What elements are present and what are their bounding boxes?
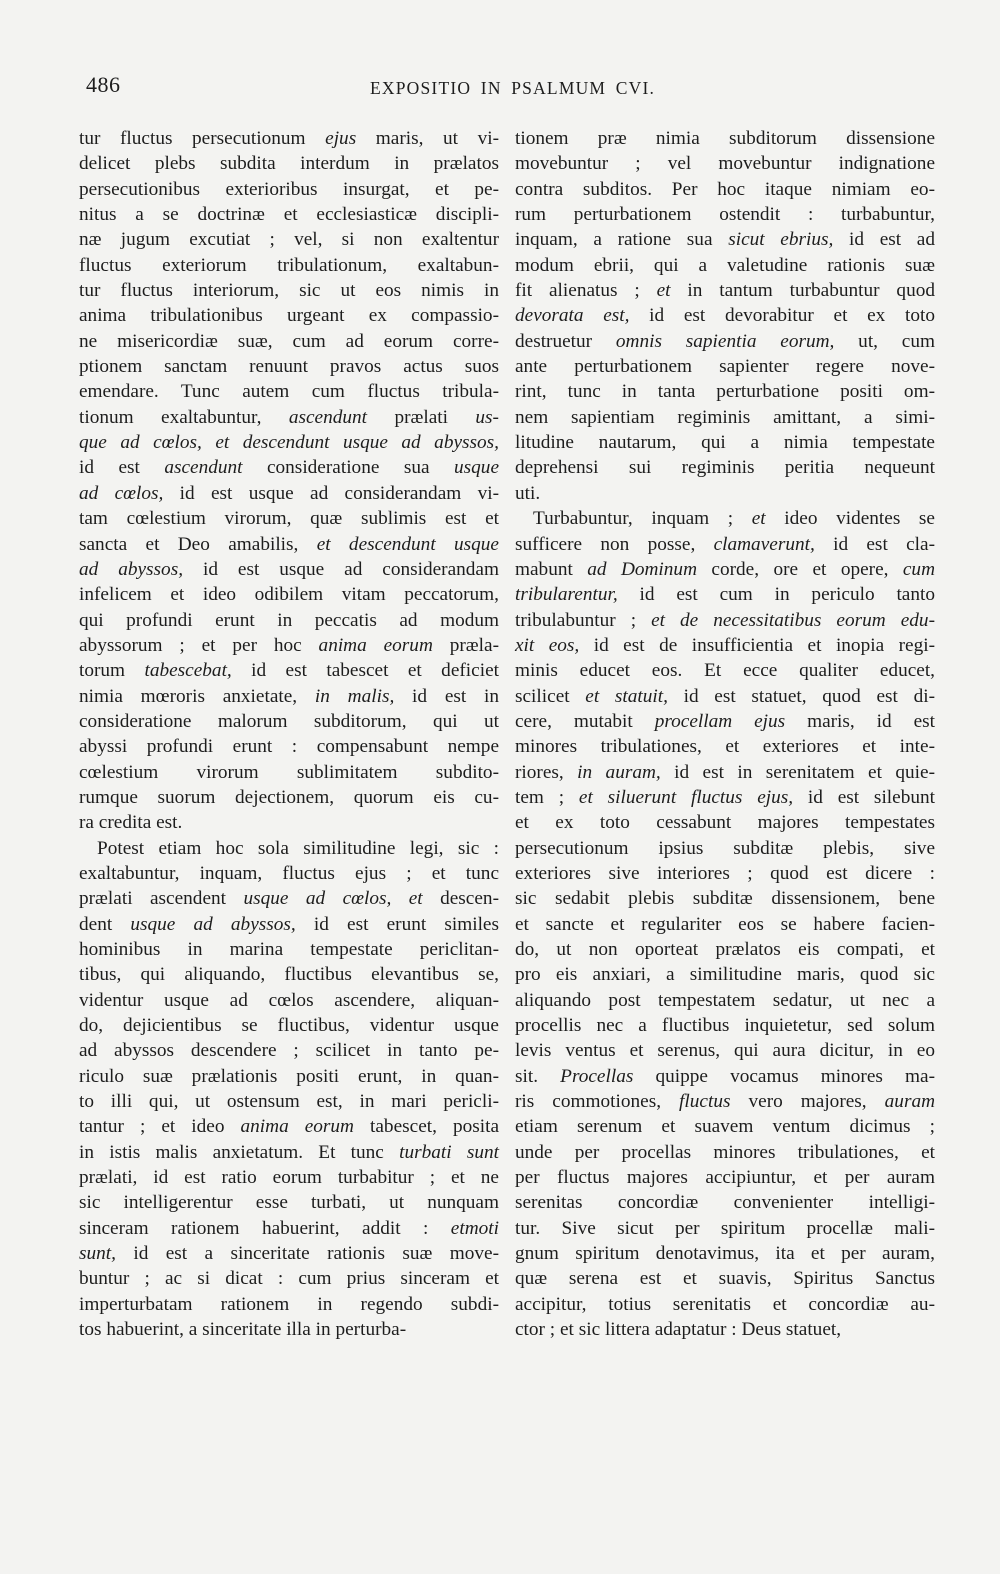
text-line: xit eos, id est de insufficientia et inopia regi- xyxy=(515,634,935,656)
text-line: litudine nautarum, qui a nimia tempestate xyxy=(515,432,935,454)
right-text-column xyxy=(515,126,935,1343)
text-line: riores, in auram, id est in serenitatem et quie- xyxy=(515,761,935,783)
text-line: fit alienatus ; et in tantum turbabuntur quod xyxy=(515,280,935,302)
text-line: to illi qui, ut ostensum est, in mari pericli- xyxy=(79,1091,499,1113)
text-line: Turbabuntur, inquam ; et ideo videntes se xyxy=(533,508,935,530)
text-line: abyssi profundi erunt : compensabunt nempe xyxy=(79,736,499,758)
text-line: exteriores sive interiores ; quod est dicere : xyxy=(515,862,935,884)
text-line: tos habuerint, a sinceritate illa in perturba- xyxy=(79,1319,407,1341)
text-line: infelicem et ideo odibilem vitam peccatorum, xyxy=(79,584,499,606)
text-line: devorata est, id est devorabitur et ex toto xyxy=(515,305,935,327)
text-line: destruetur omnis sapientia eorum, ut, cum xyxy=(515,330,935,352)
text-line: levis ventus et serenus, qui aura dicitur, in eo xyxy=(515,1040,935,1062)
text-line: emendare. Tunc autem cum fluctus tribula- xyxy=(79,381,499,403)
text-line: deprehensi sui regiminis peritia nequeunt xyxy=(515,457,935,479)
text-line: videntur usque ad cœlos ascendere, aliquan- xyxy=(79,989,499,1011)
text-line: buntur ; ac si dicat : cum prius sinceram et xyxy=(79,1268,499,1290)
text-line: prælati, id est ratio eorum turbabitur ; et ne xyxy=(79,1167,499,1189)
text-line: sit. Procellas quippe vocamus minores ma- xyxy=(515,1065,935,1087)
text-line: tur. Sive sicut per spiritum procellæ mali- xyxy=(515,1217,935,1239)
text-line: tionem præ nimia subditorum dissensione xyxy=(515,128,935,149)
text-line: et sancte et regulariter eos se habere facien- xyxy=(515,913,935,935)
text-line: scilicet et statuit, id est statuet, quod est di- xyxy=(515,685,935,707)
text-line: nitus a se doctrinæ et ecclesiasticæ discipli- xyxy=(79,204,499,226)
text-line: ante perturbationem sapienter regere nove- xyxy=(515,356,935,378)
text-line: tur fluctus persecutionum ejus maris, ut vi- xyxy=(79,128,499,149)
text-line: ad cœlos, id est usque ad considerandam vi- xyxy=(79,482,499,504)
text-line: exaltabuntur, inquam, fluctus ejus ; et tunc xyxy=(79,862,499,884)
left-text-column xyxy=(79,126,499,1343)
text-line: sufficere non posse, clamaverunt, id est cla- xyxy=(515,533,935,555)
text-line: qui profundi erunt in peccatis ad modum xyxy=(79,609,499,631)
text-line: Potest etiam hoc sola similitudine legi, sic : xyxy=(97,837,499,859)
text-line: que ad cœlos, et descendunt usque ad abyssos, xyxy=(79,432,499,454)
text-line: accipitur, totius serenitatis et concordiæ au- xyxy=(515,1293,935,1315)
text-line: sic intelligerentur esse turbati, ut nunquam xyxy=(79,1192,499,1214)
text-line: riculo suæ prælationis positi erunt, in quan- xyxy=(79,1065,499,1087)
text-line: consideratione malorum subditorum, qui ut xyxy=(79,710,499,732)
text-line: ra credita est. xyxy=(79,812,183,834)
text-line: ad abyssos, id est usque ad considerandam xyxy=(79,558,499,580)
text-line: ad abyssos descendere ; scilicet in tanto pe- xyxy=(79,1040,499,1062)
text-line: sinceram rationem habuerint, addit : etmoti xyxy=(79,1217,499,1239)
text-line: sunt, id est a sinceritate rationis suæ move- xyxy=(79,1243,499,1265)
text-line: in istis malis anxietatum. Et tunc turbati sunt xyxy=(79,1141,499,1163)
text-line: inquam, a ratione sua sicut ebrius, id est ad xyxy=(515,229,935,251)
text-line: persecutionibus exterioribus insurgat, et pe- xyxy=(79,178,499,200)
text-line: prælati ascendent usque ad cœlos, et descen- xyxy=(79,888,499,910)
text-line: sic sedabit plebis subditæ dissensionem, bene xyxy=(515,888,935,910)
text-line: ne misericordiæ suæ, cum ad eorum corre- xyxy=(79,330,499,352)
text-line: tribulabuntur ; et de necessitatibus eorum edu- xyxy=(515,609,935,631)
text-line: gnum spiritum denotavimus, ita et per auram, xyxy=(515,1243,935,1265)
text-line: etiam serenum et suavem ventum dicimus ; xyxy=(515,1116,935,1138)
text-line: torum tabescebat, id est tabescet et deficiet xyxy=(79,660,499,682)
text-line: per fluctus majores accipiuntur, et per auram xyxy=(515,1167,935,1189)
text-line: tur fluctus interiorum, sic ut eos nimis in xyxy=(79,280,499,302)
text-line: rint, tunc in tanta perturbatione positi om- xyxy=(515,381,935,403)
text-line: quæ serena est et suavis, Spiritus Sanctus xyxy=(515,1268,935,1290)
text-line: sancta et Deo amabilis, et descendunt usque xyxy=(79,533,499,555)
text-line: hominibus in marina tempestate periclitan- xyxy=(79,939,499,960)
text-line: mabunt ad Dominum corde, ore et opere, cum xyxy=(515,558,935,580)
text-line: tionum exaltabuntur, ascendunt prælati us- xyxy=(79,406,499,428)
text-line: serenitas concordiæ convenienter intelligi- xyxy=(515,1192,935,1214)
text-line: ptionem sanctam renuunt pravos actus suos xyxy=(79,356,499,378)
text-line: delicet plebs subdita interdum in prælatos xyxy=(79,153,499,175)
text-line: et ex toto cessabunt majores tempestates xyxy=(515,812,935,834)
text-line: cœlestium virorum sublimitatem subdito- xyxy=(79,761,499,783)
text-line: nimia mœroris anxietate, in malis, id est in xyxy=(79,685,500,707)
text-line: do, ut non oporteat prælatos eis compati, et xyxy=(515,939,935,960)
text-line: tam cœlestium virorum, quæ sublimis est et xyxy=(79,508,499,530)
text-line: nem sapientiam regiminis amittant, a simi- xyxy=(515,406,935,428)
text-line: pro eis anxiari, a similitudine maris, quod sic xyxy=(515,964,935,986)
text-line: contra subditos. Per hoc itaque nimiam eo- xyxy=(515,178,935,200)
text-line: uti. xyxy=(515,482,541,504)
text-line: movebuntur ; vel movebuntur indignatione xyxy=(515,153,935,175)
text-line: do, dejicientibus se fluctibus, videntur usque xyxy=(79,1015,499,1037)
text-line: cere, mutabit procellam ejus maris, id est xyxy=(515,710,935,732)
text-line: rum perturbationem ostendit : turbabuntur, xyxy=(515,204,935,226)
text-line: tantur ; et ideo anima eorum tabescet, posita xyxy=(79,1116,499,1138)
text-line: næ jugum excutiat ; vel, si non exaltentur xyxy=(79,229,499,251)
text-line: tibus, qui aliquando, fluctibus elevantibus se, xyxy=(79,964,499,986)
text-line: modum ebrii, qui a valetudine rationis suæ xyxy=(515,254,935,276)
text-line: tem ; et siluerunt fluctus ejus, id est silebunt xyxy=(515,786,935,808)
text-line: abyssorum ; et per hoc anima eorum præla- xyxy=(79,634,499,656)
text-line: minores tribulationes, et exteriores et inte- xyxy=(515,736,935,758)
text-line: unde per procellas minores tribulationes, et xyxy=(515,1141,935,1163)
running-head: EXPOSITIO IN PSALMUM CVI. xyxy=(370,78,656,98)
text-line: dent usque ad abyssos, id est erunt similes xyxy=(79,913,499,935)
text-line: procellis nec a fluctibus inquietetur, sed solum xyxy=(515,1015,935,1037)
text-line: aliquando post tempestatem sedatur, ut nec a xyxy=(515,989,935,1011)
text-line: ctor ; et sic littera adaptatur : Deus statuet, xyxy=(515,1319,842,1341)
text-line: persecutionum ipsius subditæ plebis, sive xyxy=(515,837,935,859)
text-line: id est ascendunt consideratione sua usque xyxy=(79,457,499,479)
page-number: 486 xyxy=(86,72,121,97)
text-line: anima tribulationibus urgeant ex compassio- xyxy=(79,305,499,327)
text-line: fluctus exteriorum tribulationum, exaltabun- xyxy=(79,254,499,276)
text-line: imperturbatam rationem in regendo subdi- xyxy=(79,1293,499,1315)
text-line: minis educet eos. Et ecce qualiter educet, xyxy=(515,660,935,682)
text-line: ris commotiones, fluctus vero majores, auram xyxy=(515,1091,936,1113)
text-line: rumque suorum dejectionem, quorum eis cu- xyxy=(79,786,499,808)
text-line: tribularentur, id est cum in periculo tanto xyxy=(515,584,935,606)
